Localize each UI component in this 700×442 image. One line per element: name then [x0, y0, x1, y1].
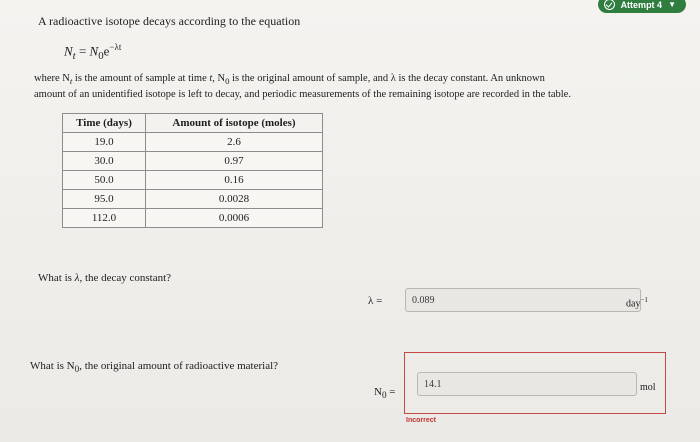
- col-header-amount: Amount of isotope (moles): [146, 114, 323, 133]
- cell-time: 19.0: [63, 133, 146, 152]
- n0-label-base: N: [374, 386, 382, 398]
- cell-amount: 0.97: [146, 152, 323, 171]
- cell-time: 95.0: [63, 190, 146, 209]
- cell-amount: 0.16: [146, 171, 323, 190]
- q1-text: What is: [38, 272, 75, 284]
- table-row: [63, 190, 323, 209]
- lambda-unit: [626, 296, 648, 309]
- problem-description: [34, 72, 664, 102]
- cell-time: 30.0: [63, 152, 146, 171]
- table-row: [63, 133, 323, 152]
- question-decay-constant: [38, 272, 171, 284]
- cell-amount: 0.0028: [146, 190, 323, 209]
- chevron-down-icon: ▼: [668, 0, 676, 9]
- cell-amount: 2.6: [146, 133, 323, 152]
- q1-text: , the decay constant?: [79, 272, 172, 284]
- desc-part: is the amount of sample at time: [72, 73, 210, 84]
- eq-lhs-sub: t: [72, 49, 76, 62]
- desc-t: t: [209, 73, 213, 84]
- intro-text: A radioactive isotope decays according to the equation: [38, 14, 301, 28]
- table-header-row: [63, 114, 323, 133]
- q2-text: What is N: [30, 360, 75, 372]
- incorrect-status: Incorrect: [406, 417, 436, 424]
- n0-label-sub: 0: [381, 390, 387, 401]
- n0-label-eq: =: [386, 386, 396, 398]
- question-original-amount: [30, 360, 278, 374]
- cell-amount: 0.0006: [146, 209, 323, 228]
- desc-sub-0: 0: [225, 76, 230, 87]
- col-header-time: Time (days): [63, 114, 146, 133]
- lambda-label: λ =: [368, 295, 383, 307]
- n0-label: [374, 386, 396, 400]
- q2-text: , the original amount of radioactive material?: [79, 360, 279, 372]
- q2-sub: 0: [74, 364, 80, 375]
- lambda-unit-exp: −1: [640, 296, 648, 304]
- lambda-unit-base: day: [626, 298, 641, 310]
- eq-rhs-sub: 0: [98, 49, 104, 62]
- desc-sub-t: t: [69, 76, 73, 87]
- table-row: [63, 171, 323, 190]
- desc-part: where N: [34, 73, 70, 84]
- table-row: [63, 152, 323, 171]
- eq-exponent: −λt: [109, 42, 122, 52]
- eq-rhs: N: [89, 43, 99, 59]
- n0-unit: mol: [640, 382, 656, 393]
- check-circle-icon: [604, 0, 615, 10]
- lambda-input[interactable]: 0.089: [405, 288, 641, 312]
- measurement-table: [62, 113, 323, 228]
- cell-time: 112.0: [63, 209, 146, 228]
- attempt-badge[interactable]: [598, 0, 686, 13]
- q1-symbol: λ: [74, 272, 80, 284]
- decay-equation: $N_t = N_0e^{-\lambda t}$: [64, 42, 122, 62]
- desc-line2: amount of an unidentified isotope is left to decay, and periodic measurements of the remaining isotope are recorded in the table.: [34, 89, 571, 101]
- attempt-label: Attempt 4: [620, 0, 663, 10]
- desc-part: is the original amount of sample, and λ is the decay constant. An unknown: [229, 73, 545, 84]
- eq-lhs: N: [64, 43, 73, 59]
- desc-part: , N: [212, 73, 226, 84]
- cell-time: 50.0: [63, 171, 146, 190]
- table-row: [63, 209, 323, 228]
- n0-input[interactable]: 14.1: [417, 372, 637, 396]
